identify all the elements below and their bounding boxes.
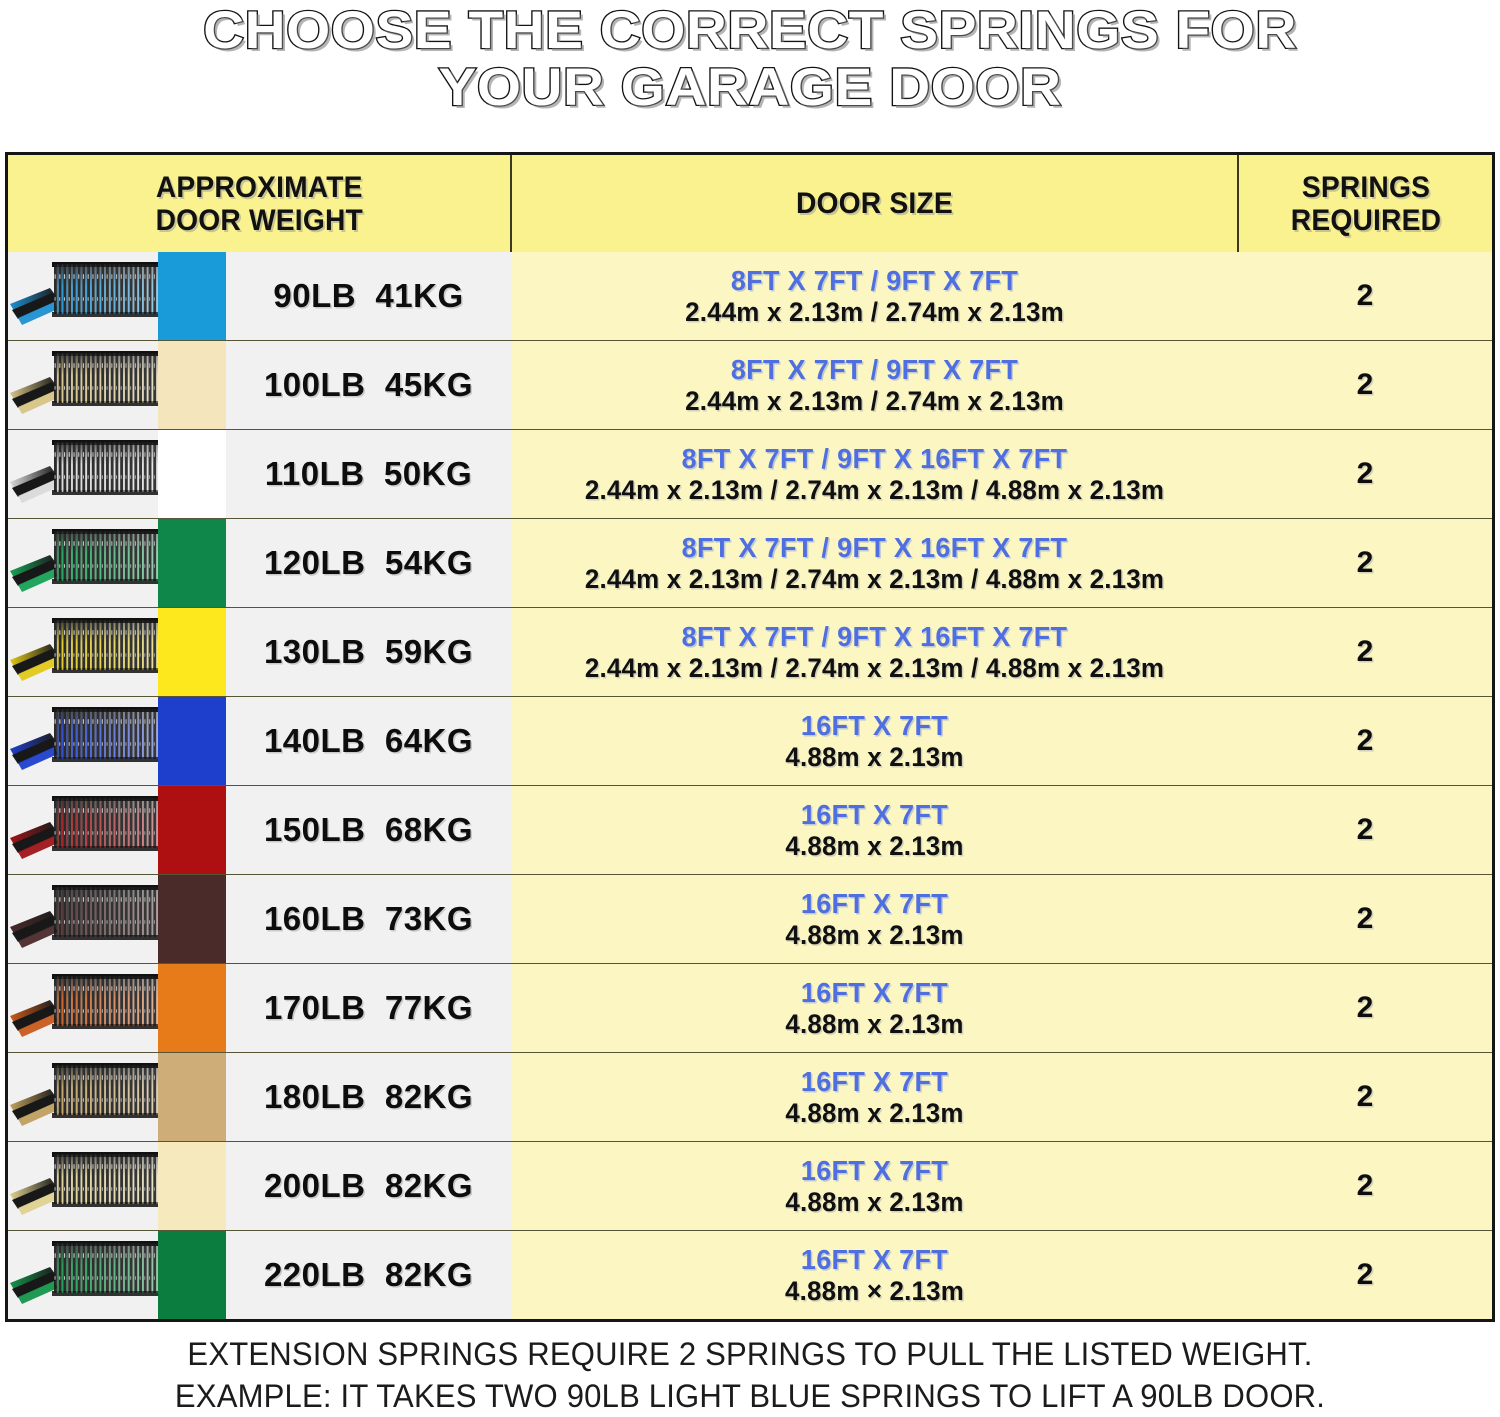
swatch-blue-icon — [158, 697, 226, 785]
door-size-cell — [511, 519, 1238, 608]
door-size-cell — [511, 875, 1238, 964]
spring-image-cell — [8, 964, 158, 1053]
footer-note — [0, 1333, 1500, 1417]
springs-required-value: 2 — [1356, 457, 1374, 490]
springs-required-cell — [1238, 697, 1492, 786]
door-size-imperial: 8FT X 7FT / 9FT X 16FT X 7FT — [681, 532, 1068, 563]
door-weight-value: 220LB 82KG — [263, 1256, 474, 1293]
color-swatch-cell — [158, 1053, 226, 1142]
table-row — [8, 430, 1492, 519]
door-weight-value: 130LB 59KG — [263, 633, 474, 670]
column-header-springs-required-line2: REQUIRED — [1290, 203, 1441, 237]
door-size-cell — [511, 1142, 1238, 1231]
swatch-dark-green-icon — [158, 1231, 226, 1319]
springs-required-cell — [1238, 875, 1492, 964]
spring-image-cell — [8, 252, 158, 341]
springs-required-value: 2 — [1356, 724, 1374, 757]
door-size-cell — [511, 1053, 1238, 1142]
springs-required-value: 2 — [1356, 368, 1374, 401]
color-swatch-cell — [158, 1231, 226, 1320]
springs-required-value: 2 — [1356, 546, 1374, 579]
door-size-metric: 4.88m x 2.13m — [785, 742, 964, 772]
table-row — [8, 875, 1492, 964]
door-weight-value: 100LB 45KG — [263, 366, 474, 403]
spring-image-cell — [8, 430, 158, 519]
page-title-line-1: CHOOSE THE CORRECT SPRINGS FOR — [203, 1, 1297, 60]
color-swatch-cell — [158, 519, 226, 608]
table-row — [8, 697, 1492, 786]
spring-image-cell — [8, 608, 158, 697]
door-weight-value: 150LB 68KG — [263, 811, 474, 848]
door-size-metric: 4.88m x 2.13m — [785, 1009, 964, 1039]
door-size-imperial: 16FT X 7FT — [800, 1066, 949, 1097]
page-title-line-2: YOUR GARAGE DOOR — [438, 58, 1062, 117]
spring-image-cell — [8, 341, 158, 430]
color-swatch-cell — [158, 430, 226, 519]
door-size-cell — [511, 964, 1238, 1053]
page-title — [0, 0, 1500, 116]
swatch-white-icon — [158, 430, 226, 518]
color-swatch-cell — [158, 608, 226, 697]
color-swatch-cell — [158, 786, 226, 875]
door-size-imperial: 8FT X 7FT / 9FT X 7FT — [730, 354, 1019, 385]
springs-required-cell — [1238, 341, 1492, 430]
table-row — [8, 786, 1492, 875]
door-weight-cell — [226, 1053, 511, 1142]
swatch-yellow-icon — [158, 608, 226, 696]
springs-required-cell — [1238, 786, 1492, 875]
spring-image-cell — [8, 1142, 158, 1231]
door-weight-cell — [226, 252, 511, 341]
swatch-cream-icon — [158, 341, 226, 429]
door-weight-cell — [226, 341, 511, 430]
springs-required-value: 2 — [1356, 902, 1374, 935]
door-size-cell — [511, 786, 1238, 875]
springs-required-cell — [1238, 1142, 1492, 1231]
table-row — [8, 608, 1492, 697]
door-size-imperial: 16FT X 7FT — [800, 1155, 949, 1186]
table-row — [8, 1142, 1492, 1231]
door-weight-cell — [226, 519, 511, 608]
color-swatch-cell — [158, 697, 226, 786]
column-header-door-weight — [8, 155, 511, 252]
springs-required-cell — [1238, 608, 1492, 697]
door-size-imperial: 16FT X 7FT — [800, 799, 949, 830]
column-header-door-size-label: DOOR SIZE — [796, 187, 953, 220]
table-row — [8, 341, 1492, 430]
table-row — [8, 252, 1492, 341]
color-swatch-cell — [158, 252, 226, 341]
door-weight-cell — [226, 875, 511, 964]
door-weight-value: 180LB 82KG — [263, 1078, 474, 1115]
spring-image-cell — [8, 697, 158, 786]
spring-image-cell — [8, 875, 158, 964]
swatch-brown-icon — [158, 875, 226, 963]
door-weight-cell — [226, 786, 511, 875]
swatch-orange-icon — [158, 964, 226, 1052]
door-size-cell — [511, 608, 1238, 697]
door-weight-value: 200LB 82KG — [263, 1167, 474, 1204]
spring-selection-table — [5, 152, 1495, 1322]
door-size-metric: 4.88m × 2.13m — [784, 1276, 965, 1306]
door-size-metric: 2.44m x 2.13m / 2.74m x 2.13m — [685, 386, 1064, 416]
spring-image-cell — [8, 519, 158, 608]
door-size-cell — [511, 697, 1238, 786]
door-size-cell — [511, 1231, 1238, 1320]
springs-required-cell — [1238, 1053, 1492, 1142]
swatch-tan-icon — [158, 1053, 226, 1141]
swatch-red-icon — [158, 786, 226, 874]
door-weight-value: 120LB 54KG — [263, 544, 474, 581]
door-weight-cell — [226, 1142, 511, 1231]
door-size-cell — [511, 341, 1238, 430]
springs-required-value: 2 — [1356, 1258, 1374, 1291]
column-header-springs-required-line1: SPRINGS — [1301, 170, 1430, 204]
springs-required-cell — [1238, 1231, 1492, 1320]
color-swatch-cell — [158, 875, 226, 964]
color-swatch-cell — [158, 341, 226, 430]
springs-required-cell — [1238, 430, 1492, 519]
column-header-springs-required — [1238, 155, 1492, 252]
door-weight-cell — [226, 430, 511, 519]
springs-required-value: 2 — [1356, 279, 1374, 312]
door-weight-value: 140LB 64KG — [263, 722, 474, 759]
door-weight-cell — [226, 608, 511, 697]
footer-note-line-1: EXTENSION SPRINGS REQUIRE 2 SPRINGS TO PULL THE LISTED WEIGHT. — [187, 1336, 1313, 1372]
footer-note-line-2: EXAMPLE: IT TAKES TWO 90LB LIGHT BLUE SPRINGS TO LIFT A 90LB DOOR. — [174, 1378, 1326, 1414]
spring-image-cell — [8, 1053, 158, 1142]
column-header-door-weight-line2: DOOR WEIGHT — [155, 203, 363, 237]
color-swatch-cell — [158, 1142, 226, 1231]
table-row — [8, 519, 1492, 608]
springs-required-value: 2 — [1356, 991, 1374, 1024]
table-row — [8, 1231, 1492, 1320]
door-weight-cell — [226, 697, 511, 786]
door-size-metric: 2.44m x 2.13m / 2.74m x 2.13m / 4.88m x 2.13m — [584, 564, 1165, 594]
column-header-door-weight-line1: APPROXIMATE — [155, 170, 363, 204]
spring-image-cell — [8, 1231, 158, 1320]
door-size-metric: 2.44m x 2.13m / 2.74m x 2.13m — [685, 297, 1064, 327]
door-size-metric: 4.88m x 2.13m — [785, 920, 964, 950]
door-weight-cell — [226, 1231, 511, 1320]
column-header-door-size — [511, 155, 1238, 252]
door-size-metric: 4.88m x 2.13m — [785, 1187, 964, 1217]
door-size-imperial: 8FT X 7FT / 9FT X 16FT X 7FT — [681, 621, 1068, 652]
springs-required-cell — [1238, 252, 1492, 341]
springs-required-cell — [1238, 519, 1492, 608]
color-swatch-cell — [158, 964, 226, 1053]
springs-required-value: 2 — [1356, 1169, 1374, 1202]
door-size-imperial: 16FT X 7FT — [800, 710, 949, 741]
spring-image-cell — [8, 786, 158, 875]
door-weight-value: 90LB 41KG — [273, 277, 464, 314]
springs-required-value: 2 — [1356, 813, 1374, 846]
door-size-metric: 4.88m x 2.13m — [785, 831, 964, 861]
door-size-metric: 2.44m x 2.13m / 2.74m x 2.13m / 4.88m x 2.13m — [584, 653, 1165, 683]
swatch-light-blue-icon — [158, 252, 226, 340]
door-size-imperial: 16FT X 7FT — [800, 977, 949, 1008]
door-size-cell — [511, 430, 1238, 519]
door-weight-cell — [226, 964, 511, 1053]
door-weight-value: 170LB 77KG — [263, 989, 474, 1026]
door-size-imperial: 16FT X 7FT — [800, 1244, 949, 1275]
door-size-imperial: 16FT X 7FT — [800, 888, 949, 919]
springs-required-value: 2 — [1356, 1080, 1374, 1113]
table-row — [8, 1053, 1492, 1142]
door-weight-value: 110LB 50KG — [264, 455, 473, 492]
table-row — [8, 964, 1492, 1053]
springs-required-value: 2 — [1356, 635, 1374, 668]
table-body — [8, 252, 1492, 1319]
door-size-imperial: 8FT X 7FT / 9FT X 7FT — [730, 265, 1019, 296]
door-size-imperial: 8FT X 7FT / 9FT X 16FT X 7FT — [681, 443, 1068, 474]
swatch-green-icon — [158, 519, 226, 607]
door-weight-value: 160LB 73KG — [263, 900, 474, 937]
springs-required-cell — [1238, 964, 1492, 1053]
door-size-metric: 2.44m x 2.13m / 2.74m x 2.13m / 4.88m x 2.13m — [584, 475, 1165, 505]
door-size-metric: 4.88m x 2.13m — [785, 1098, 964, 1128]
table-header-row — [8, 155, 1492, 252]
door-size-cell — [511, 252, 1238, 341]
swatch-light-cream-icon — [158, 1142, 226, 1230]
